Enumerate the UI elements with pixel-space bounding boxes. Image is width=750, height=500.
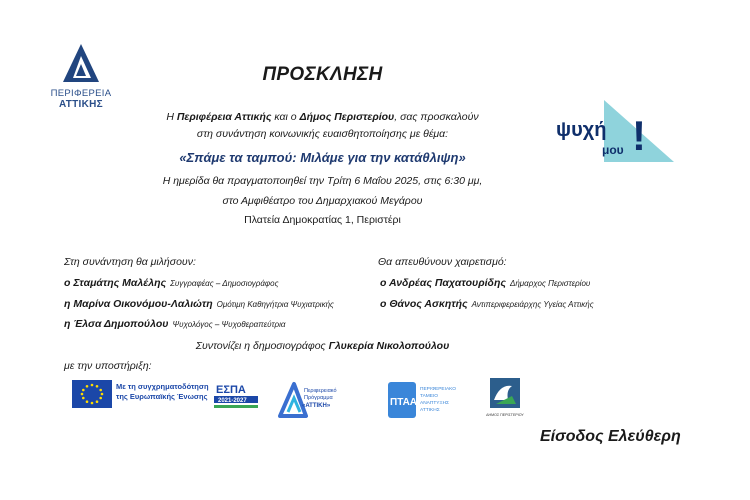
logo-line-1: ΠΕΡΙΦΕΡΕΙΑ (50, 88, 112, 99)
logo-line-2: ΑΤΤΙΚΗΣ (59, 99, 103, 110)
greeting-name: ο Θάνος Ασκητής (380, 298, 468, 310)
svg-text:ΠΤΑΑ: ΠΤΑΑ (390, 397, 418, 408)
organizer-region: Περιφέρεια Αττικής (176, 111, 272, 123)
speakers-heading: Στη συνάντηση θα μιλήσουν: (64, 256, 196, 268)
svg-text:ΑΤΤΙΚΗΣ: ΑΤΤΙΚΗΣ (420, 408, 440, 413)
organizer-municipality: Δήμος Περιστερίου (299, 111, 395, 123)
svg-text:«ΑΤΤΙΚΗ»: «ΑΤΤΙΚΗ» (302, 403, 331, 409)
svg-text:ΕΣΠΑ: ΕΣΠΑ (216, 384, 246, 396)
speaker-role: Ψυχολόγος – Ψυχοθεραπεύτρια (172, 320, 286, 329)
free-entry-label: Είσοδος Ελεύθερη (540, 428, 681, 445)
greeting-role: Δήμαρχος Περιστερίου (509, 279, 591, 288)
moderator-line (0, 340, 645, 352)
svg-text:ΤΑΜΕΙΟ: ΤΑΜΕΙΟ (420, 394, 439, 399)
event-address: Πλατεία Δημοκρατίας 1, Περιστέρι (244, 214, 401, 226)
speaker-role: Συγγραφέας – Δημοσιογράφος (170, 279, 279, 288)
event-title: «Σπάμε τα ταμπού: Μιλάμε για την κατάθλιψη» (179, 150, 466, 165)
espa-logo (212, 380, 260, 412)
svg-text:Πρόγραμμα: Πρόγραμμα (304, 395, 333, 401)
speaker-name: ο Σταμάτης Μαλέλης (64, 277, 167, 289)
dimos-peristeriou-logo (482, 376, 528, 420)
moderator-name: Γλυκερία Νικολοπούλου (328, 340, 450, 352)
svg-text:μου: μου (602, 143, 624, 157)
svg-text:2021-2027: 2021-2027 (218, 398, 247, 404)
greeting-name: ο Ανδρέας Παχατουρίδης (380, 277, 506, 289)
attiki-program-logo (270, 378, 340, 420)
eu-cofunding-logo (72, 378, 210, 412)
speaker-name: η Έλσα Δημοπούλου (64, 318, 169, 330)
eu-flag-icon (72, 380, 112, 408)
psyxi-mou-badge-icon (548, 96, 676, 176)
svg-text:Περιφερειακό: Περιφερειακό (304, 388, 337, 394)
speaker-item (64, 277, 278, 289)
ptaa-logo (386, 378, 466, 422)
greeting-item (380, 277, 590, 289)
psyxi-mou-logo (548, 96, 676, 176)
svg-text:!: ! (632, 112, 646, 159)
svg-text:ΔΗΜΟΣ ΠΕΡΙΣΤΕΡΙΟΥ: ΔΗΜΟΣ ΠΕΡΙΣΤΕΡΙΟΥ (486, 413, 524, 417)
intro-text: , σας προσκαλούν (394, 111, 479, 123)
greeting-role: Αντιπεριφερειάρχης Υγείας Αττικής (471, 300, 594, 309)
svg-text:ΠΕΡΙΦΕΡΕΙΑΚΟ: ΠΕΡΙΦΕΡΕΙΑΚΟ (420, 387, 456, 392)
speaker-name: η Μαρίνα Οικονόμου-Λαλιώτη (64, 298, 213, 310)
intro-text: και ο (271, 111, 300, 123)
greetings-heading: Θα απευθύνουν χαιρετισμό: (378, 256, 507, 268)
event-venue: στο Αμφιθέατρο του Δημαρχιακού Μεγάρου (222, 195, 423, 207)
moderator-prefix: Συντονίζει η δημοσιογράφος (195, 340, 329, 352)
eu-cofunding-text: Με τη συγχρηματοδότηση της Ευρωπαϊκής Ένωσης (116, 382, 209, 401)
support-label: με την υποστήριξη: (64, 360, 152, 372)
intro-line-2: στη συνάντηση κοινωνικής ευαισθητοποίησης με θέμα: (196, 128, 449, 140)
intro-text: Η (166, 111, 177, 123)
speaker-item (64, 318, 285, 330)
svg-text:ψυχή: ψυχή (556, 119, 607, 141)
invitation-title: ΠΡΟΣΚΛΗΣΗ (262, 64, 383, 85)
event-date: Η ημερίδα θα πραγματοποιηθεί την Τρίτη 6 Μαΐου 2025, στις 6:30 μμ, (162, 175, 483, 187)
speaker-item (64, 298, 334, 310)
svg-text:ΑΝΑΠΤΥΞΗΣ: ΑΝΑΠΤΥΞΗΣ (420, 401, 450, 406)
speaker-role: Ομότιμη Καθηγήτρια Ψυχιατρικής (216, 300, 334, 309)
greeting-item (380, 298, 594, 310)
